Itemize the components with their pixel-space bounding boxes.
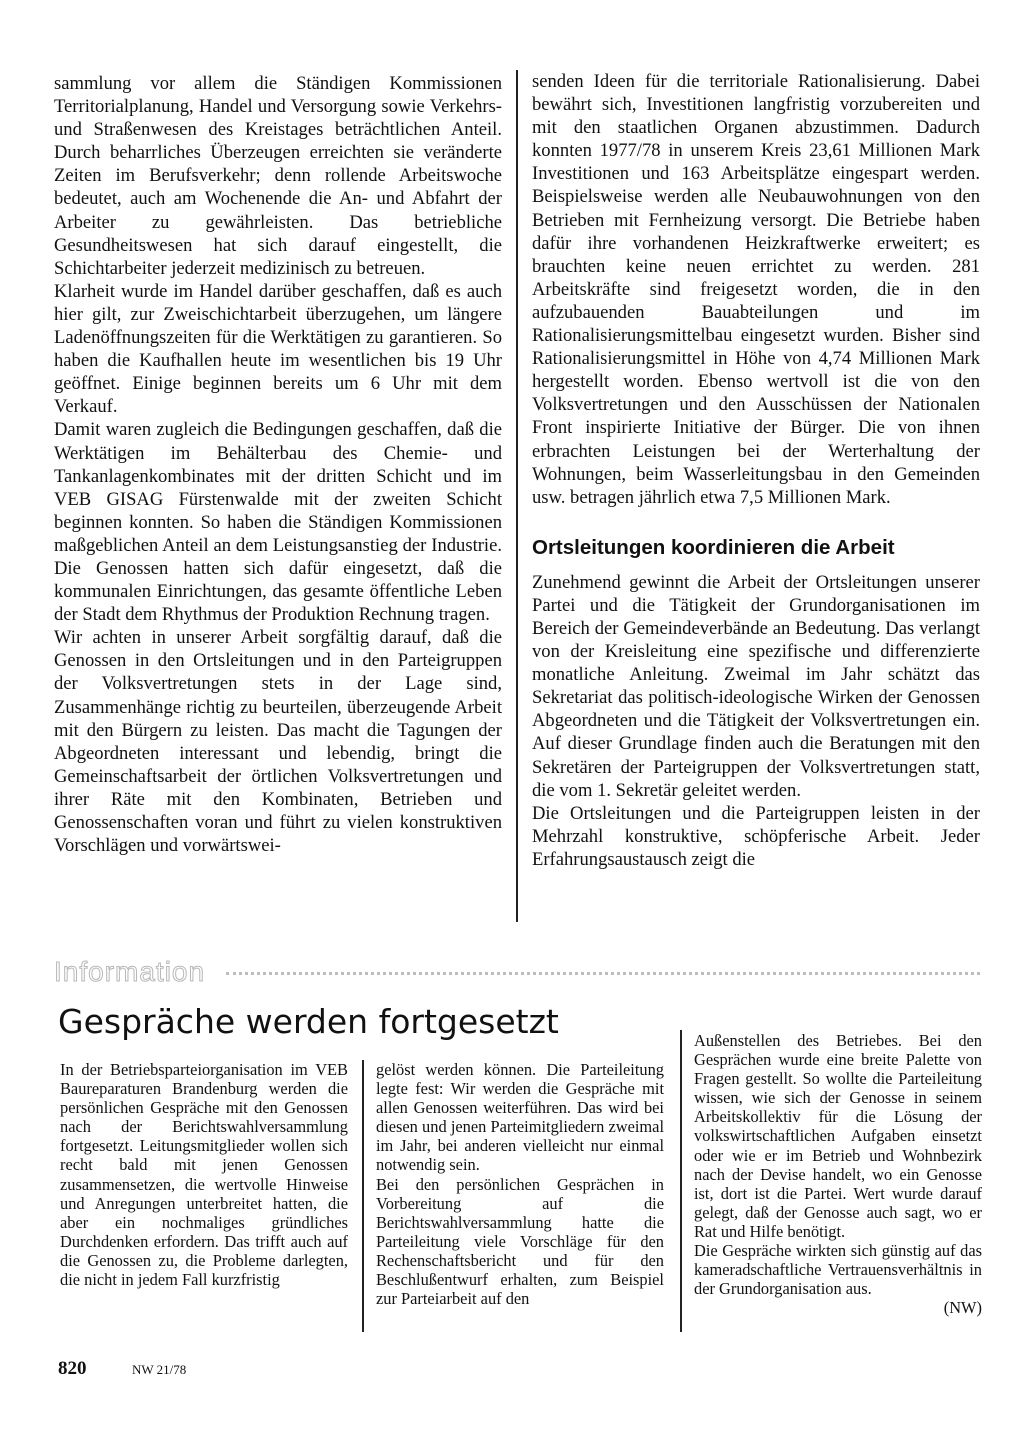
article-paragraph: sammlung vor allem die Ständigen Kommissionen Territorialplanung, Handel und Versorgung sowie Verkehrs- und Straßenwesen des Kreistages beträchtlichen Anteil. Durch beharrliches Überzeugen erreichten sie veränderte Zeiten im Berufsverkehr; denn rollende Arbeitswoche bedeutet, auch am Wochenende die An- und Abfahrt der Arbeiter zu gewährleisten. Das betriebliche Gesundheitswesen hat sich darauf eingestellt, die Schichtarbeiter jederzeit medizinisch zu betreuen.: [54, 73, 502, 279]
info-column-3: [694, 1031, 982, 1317]
article-paragraph: Damit waren zugleich die Bedingungen geschaffen, daß die Werktätigen im Behälterbau des Chemie- und Tankanlagenkombinates mit der dritten Schicht und im VEB GISAG Fürstenwalde mit der zweiten Schicht beginnen konnten. So haben die Ständigen Kommissionen maßgeblichen Anteil an dem Leistungsanstieg der Industrie. Die Genossen hatten sich dafür eingesetzt, daß die kommunalen Einrichtungen, das gesamte öffentliche Leben der Stadt dem Rhythmus der Produktion Rechnung tragen.: [54, 419, 502, 626]
information-label: Information: [54, 956, 206, 987]
info-paragraph: Außenstellen des Betriebes. Bei den Gesprächen wurde eine breite Palette von Fragen gestellt. So wollte die Parteileitung wissen, wie sich der Genosse in seinem Arbeitskollektiv für die Lösung der volkswirtschaftlichen Aufgaben einsetzt oder wie er im Betrieb und Wohnbezirk nach der Devise handelt, wo ein Genosse ist, dort ist die Partei. Wert wurde darauf gelegt, daß der Genosse auch sagt, wo er Rat und Hilfe benötigt.: [694, 1031, 982, 1241]
article-paragraph: Die Ortsleitungen und die Parteigruppen leisten in der Mehrzahl konstruktive, schöpferische Arbeit. Jeder Erfahrungsaustausch zeigt die: [532, 802, 980, 870]
page-footer: [58, 1356, 358, 1382]
article-paragraph: Zunehmend gewinnt die Arbeit der Ortsleitungen unserer Partei und die Tätigkeit der Grundorganisationen im Bereich der Gemeindeverbände an Bedeutung. Das verlangt von der Kreisleitung eine spezifische und differenzierte monatliche Anleitung. Zweimal im Jahr schätzt das Sekretariat das politisch-ideologische Wirken der Genossen Abgeordneten und die Tätigkeit der Volksvertretungen ein. Auf dieser Grundlage finden auch die Beratungen mit den Sekretären der Parteigruppen der Volksvertretungen statt, die vom 1. Sekretär geleitet werden.: [532, 571, 980, 801]
section-subheading: Ortsleitungen koordinieren die Arbeit: [532, 535, 895, 559]
info-closing-line: [694, 1241, 982, 1298]
article-paragraph: senden Ideen für die territoriale Rationalisierung. Dabei bewährt sich, Investitionen langfristig vorzubereiten und mit den staatlichen Organen abzustimmen. Dadurch konnten 1977/78 in unserem Kreis 23,61 Millionen Mark Investitionen und 163 Arbeitsplätze eingespart werden. Beispielsweise werden alle Neubauwohnungen von den Betrieben mit Fernheizung versorgt. Die Betriebe haben dafür ihre vorhandenen Heizkraftwerke erweitert; es brauchten keine neuen errichtet zu werden. 281 Arbeitskräfte sind freigesetzt worden, die in den aufzubauenden Bauabteilungen und im Rationalisierungsmittelbau eingesetzt wurden. Bisher sind Rationalisierungsmittel in Höhe von 4,74 Millionen Mark hergestellt worden. Ebenso wertvoll ist die von den Volksvertretungen und den Ausschüssen der Nationalen Front inspirierte Initiative der Bürger. Die von ihnen erbrachten Leistungen bei der Werterhaltung der Wohnungen, beim Wasserleitungsbau in den Gemeinden usw. betragen jährlich etwa 7,5 Millionen Mark.: [532, 71, 980, 508]
dotted-rule: [226, 972, 980, 975]
article-right-column: [532, 70, 980, 871]
column-divider: [362, 1060, 364, 1332]
info-paragraph: gelöst werden können. Die Parteileitung legte fest: Wir werden die Gespräche mit allen Genossen weiterführen. Das wird bei diesen und jenen Parteimitgliedern zweimal im Jahr, bei anderen vielleicht nur einmal notwendig sein.: [376, 1060, 664, 1175]
info-column-2: [376, 1060, 664, 1308]
article-left-column: [54, 72, 502, 857]
issue-reference: NW 21/78: [132, 1362, 187, 1377]
column-divider: [516, 70, 518, 922]
page-number: 820: [58, 1358, 87, 1379]
info-paragraph: In der Betriebsparteiorganisation im VEB Baureparaturen Brandenburg werden die persönlichen Gespräche mit den Genossen nach der Berichtswahlversammlung fortgesetzt. Leitungsmitglieder wollen sich recht bald mit jenen Genossen zusammensetzen, die wertvolle Hinweise und Anregungen unterbreitet hatten, die aber ein nochmaliges gründliches Durchdenken erfordern. Das trifft auch auf die Genossen zu, die Probleme darlegten, die nicht in jedem Fall kurzfristig: [60, 1060, 348, 1290]
article-paragraph: Wir achten in unserer Arbeit sorgfältig darauf, daß die Genossen in den Ortsleitungen und in den Parteigruppen der Volksvertretungen stets in der Lage sind, Zusammenhänge richtig zu beurteilen, überzeugende Arbeit mit den Bürgern zu leisten. Das macht die Tagungen der Abgeordneten interessant und lebendig, bringt die Gemeinschaftsarbeit der örtlichen Volksvertretungen und ihrer Räte mit den Kombinaten, Betrieben und Genossenschaften voran und führt zu vielen konstruktiven Vorschlägen und vorwärtswei-: [54, 627, 502, 857]
author-signature: (NW): [943, 1298, 982, 1318]
info-paragraph: Bei den persönlichen Gesprächen in Vorbereitung auf die Berichtswahlversammlung hatte die Parteileitung viele Vorschläge für den Rechenschaftsbericht und für den Beschlußentwurf erhalten, zum Beispiel zur Parteiarbeit auf den: [376, 1174, 664, 1309]
info-column-1: [60, 1060, 348, 1289]
column-divider: [680, 1030, 682, 1332]
article-paragraph: Klarheit wurde im Handel darüber geschaffen, daß es auch hier gilt, zur Zweischichtarbeit überzugehen, um längere Ladenöffnungszeiten für die Werktätigen zu garantieren. So haben die Kaufhallen heute im wesentlichen bis 19 Uhr geöffnet. Einige beginnen bereits um 6 Uhr mit dem Verkauf.: [54, 280, 502, 418]
info-paragraph: Die Gespräche wirkten sich günstig auf das kameradschaftliche Vertrauensverhältnis in der Grundorganisation aus.: [694, 1241, 982, 1299]
info-headline: Gespräche werden fortgesetzt: [58, 1002, 559, 1041]
information-banner: [54, 955, 980, 989]
